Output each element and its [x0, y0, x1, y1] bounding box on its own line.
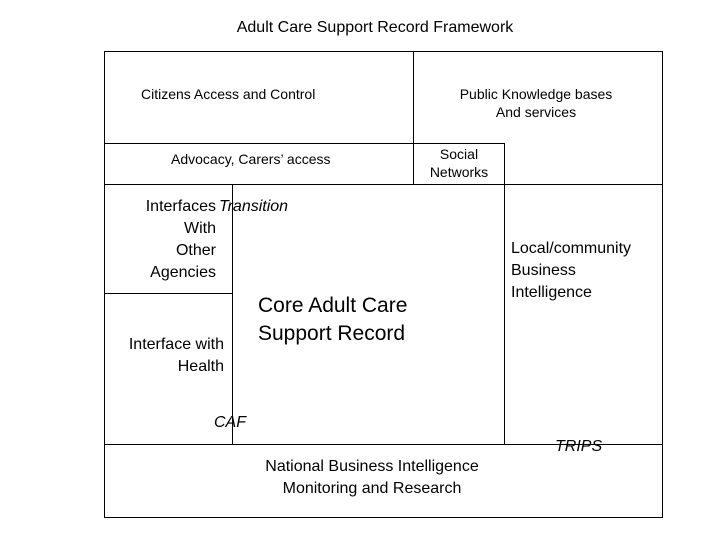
interface-health-label: Interface with Health	[128, 336, 224, 375]
caf-label: CAF	[214, 414, 246, 431]
citizens-access-label: Citizens Access and Control	[141, 86, 316, 102]
national-bi-label: National Business Intelligence Monitoring and Research	[265, 458, 479, 497]
divider-mid-horizontal	[104, 184, 663, 185]
local-bi-label: Local/community Business Intelligence	[511, 240, 632, 301]
social-networks-label: Social Networks	[429, 146, 489, 180]
trips-label: TRIPS	[555, 438, 603, 455]
public-knowledge-label: Public Knowledge bases And services	[459, 86, 613, 120]
divider-social-top	[413, 143, 505, 144]
divider-interfaces-bottom	[104, 293, 233, 294]
transition-label: Transition	[219, 198, 289, 215]
advocacy-label: Advocacy, Carers’ access	[171, 151, 331, 167]
interfaces-agencies-label: Interfaces With Other Agencies	[145, 198, 216, 281]
core-record-label: Core Adult Care Support Record	[258, 294, 408, 345]
divider-interfaces-right	[232, 184, 233, 445]
diagram-title: Adult Care Support Record Framework	[236, 19, 514, 36]
divider-social-right	[504, 143, 505, 445]
